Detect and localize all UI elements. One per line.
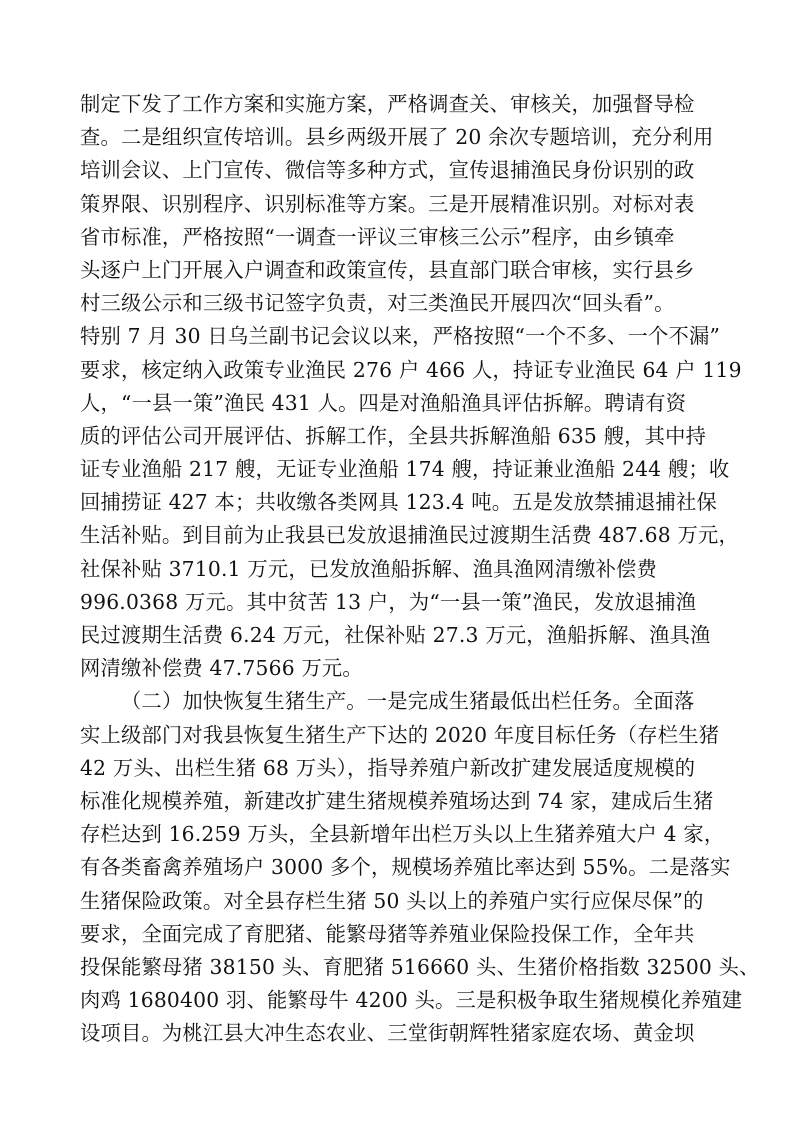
text-line: 省市标准，严格按照“一调查一评议三审核三公示”程序，由乡镇牵 [80, 224, 675, 249]
text-line: 证专业渔船 217 艘，无证专业渔船 174 艘，持证兼业渔船 244 艘；收 [80, 457, 730, 482]
text-line: 投保能繁母猪 38150 头、育肥猪 516660 头、生猪价格指数 32500 头、 [80, 954, 760, 979]
text-line: 人，“一县一策”渔民 431 人。四是对渔船渔具评估拆解。聘请有资 [80, 390, 687, 415]
text-line: 要求，全面完成了育肥猪、能繁母猪等养殖业保险投保工作，全年共 [80, 921, 695, 946]
text-line: 回捕捞证 427 本；共收缴各类网具 123.4 吨。五是发放禁捕退捕社保 [80, 490, 717, 515]
text-line: 要求，核定纳入政策专业渔民 276 户 466 人，持证专业渔民 64 户 119 [80, 357, 742, 382]
text-line: 肉鸡 1680400 羽、能繁母牛 4200 头。三是积极争取生猪规模化养殖建 [80, 988, 743, 1013]
text-line: 头逐户上门开展入户调查和政策宣传，县直部门联合审核，实行县乡 [80, 257, 695, 282]
text-line: 有各类畜禽养殖场户 3000 多个，规模场养殖比率达到 55%。二是落实 [80, 855, 731, 880]
text-line: 生活补贴。到目前为止我县已发放退捕渔民过渡期生活费 487.68 万元， [80, 523, 739, 548]
text-line: 实上级部门对我县恢复生猪生产下达的 2020 年度目标任务（存栏生猪 [80, 722, 720, 747]
text-line: 质的评估公司开展评估、拆解工作，全县共拆解渔船 635 艘，其中持 [80, 423, 707, 448]
text-line: 特别 7 月 30 日乌兰副书记会议以来，严格按照“一个不多、一个不漏” [80, 324, 721, 349]
text-line: 设项目。为桃江县大冲生态农业、三堂街朝辉牲猪家庭农场、黄金坝 [80, 1021, 695, 1046]
body-text [80, 88, 760, 1050]
text-line: 村三级公示和三级书记签字负责，对三类渔民开展四次“回头看”。 [80, 291, 675, 316]
text-line: 策界限、识别程序、识别标准等方案。三是开展精准识别。对标对表 [80, 191, 695, 216]
text-line: 标准化规模养殖，新建改扩建生猪规模养殖场达到 74 家，建成后生猪 [80, 788, 714, 813]
text-line: 42 万头、出栏生猪 68 万头），指导养殖户新改扩建发展适度规模的 [80, 755, 696, 780]
text-line: 生猪保险政策。对全县存栏生猪 50 头以上的养殖户实行应保尽保”的 [80, 888, 704, 913]
text-line: 民过渡期生活费 6.24 万元，社保补贴 27.3 万元，渔船拆解、渔具渔 [80, 623, 711, 647]
text-line: 社保补贴 3710.1 万元，已发放渔船拆解、渔具渔网清缴补偿费 [80, 556, 658, 581]
text-line: 制定下发了工作方案和实施方案，严格调查关、审核关，加强督导检 [80, 92, 695, 116]
text-line: 存栏达到 16.259 万头，全县新增年出栏万头以上生猪养殖大户 4 家， [80, 822, 725, 847]
text-line: 996.0368 万元。其中贫苦 13 户，为“一县一策”渔民，发放退捕渔 [80, 589, 697, 614]
text-line: 查。二是组织宣传培训。县乡两级开展了 20 余次专题培训，充分利用 [80, 125, 714, 150]
text-line: 培训会议、上门宣传、微信等多种方式，宣传退捕渔民身份识别的政 [80, 158, 695, 183]
text-line: 网清缴补偿费 47.7566 万元。 [80, 656, 363, 681]
section-heading-line: （二）加快恢复生猪生产。一是完成生猪最低出栏任务。全面落 [121, 689, 695, 714]
